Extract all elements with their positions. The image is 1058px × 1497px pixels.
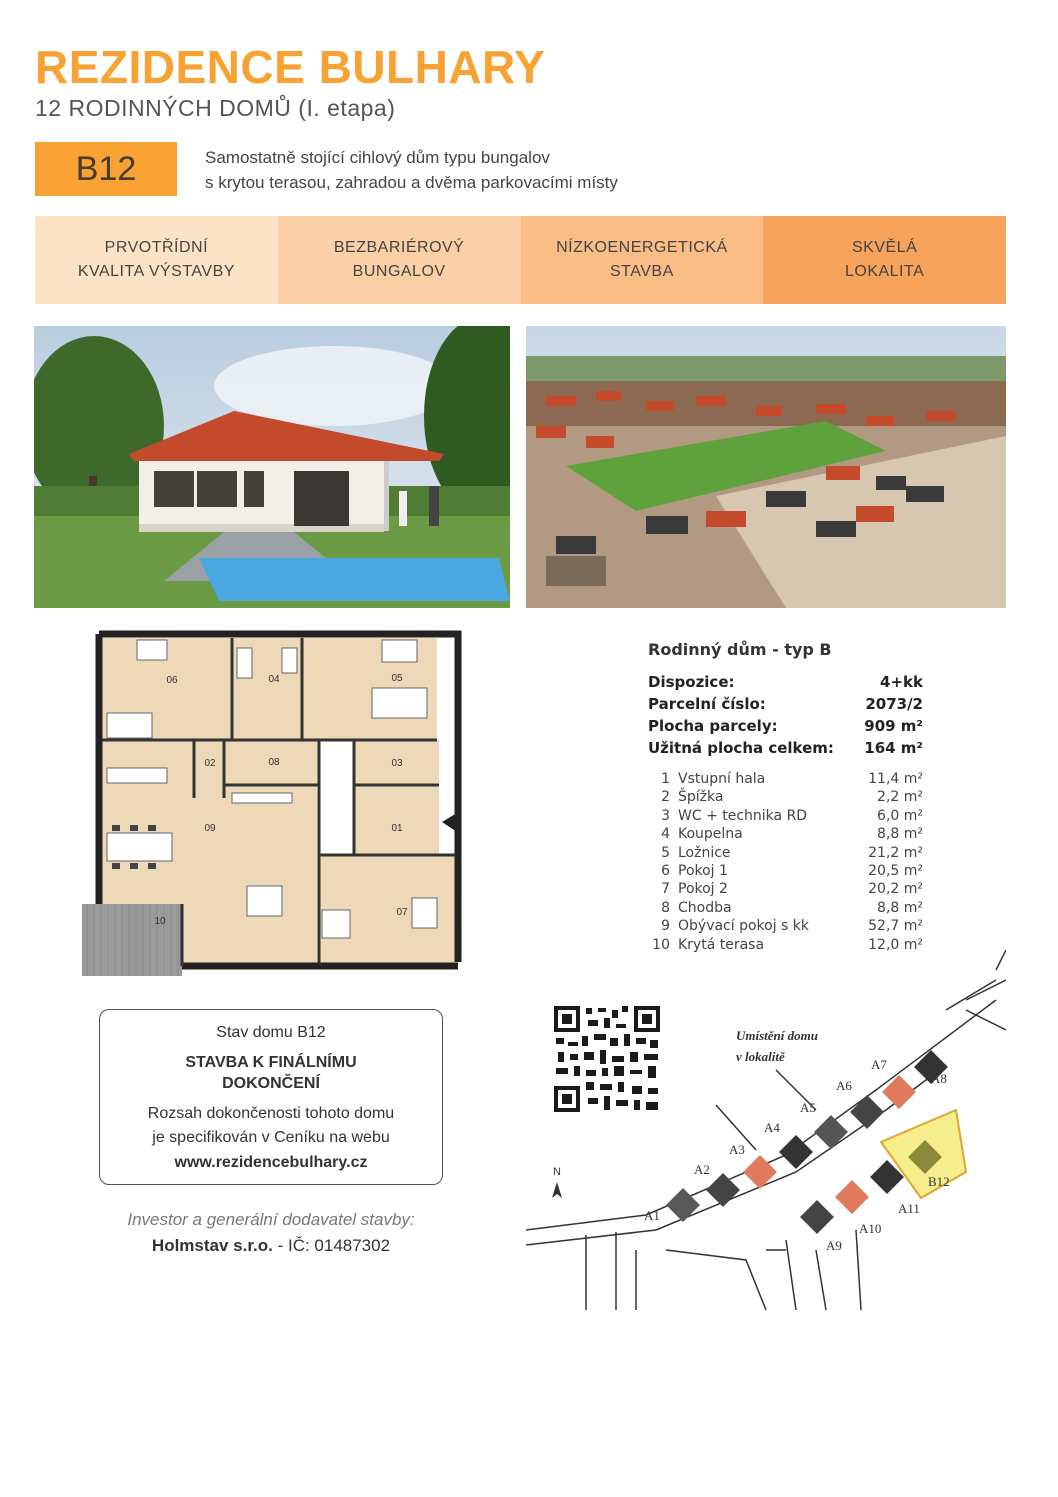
feature-barrier-free: BEZBARIÉROVÝ BUNGALOV (278, 216, 521, 304)
house-description (205, 145, 618, 195)
room-label: 07 (396, 907, 408, 918)
lot-label: A11 (898, 1201, 920, 1216)
list-item: 6 Pokoj 1 20,5 m² (661, 863, 923, 880)
map-title: v lokalitě (736, 1049, 785, 1064)
status-note: Rozsah dokončenosti tohoto domu je specifikován v Ceníku na webu (147, 1105, 395, 1146)
investor-info (99, 1207, 443, 1259)
investor-label: Investor a generální dodavatel stavby: (127, 1210, 415, 1229)
list-item: 2 Špížka 2,2 m² (661, 789, 923, 806)
page-title: REZIDENCE BULHARY (35, 41, 546, 93)
room-label: 08 (268, 757, 280, 768)
description-line: s krytou terasou, zahradou a dvěma parkovacími místy (205, 173, 618, 192)
house-info (648, 640, 923, 759)
list-item: 10 Krytá terasa 12,0 m² (652, 936, 923, 953)
lot-label: A3 (729, 1142, 745, 1157)
lot-label: A9 (826, 1238, 842, 1253)
room-label: 09 (204, 823, 216, 834)
room-label: 06 (166, 675, 178, 686)
info-row: Užitná plocha celkem: 164 m² (648, 739, 923, 757)
feature-low-energy: NÍZKOENERGETICKÁ STAVBA (521, 216, 764, 304)
room-label: 10 (154, 916, 166, 927)
feature-strip (35, 216, 1006, 304)
status-heading: Stav domu B12 (216, 1024, 326, 1041)
svg-text:N: N (553, 1166, 561, 1178)
list-item: 9 Obývací pokoj s kk 52,7 m² (661, 918, 923, 935)
lot-label: A1 (644, 1208, 660, 1223)
feature-quality: PRVOTŘÍDNÍ KVALITA VÝSTAVBY (35, 216, 278, 304)
house-render-photo (34, 326, 510, 608)
list-item: 4 Koupelna 8,8 m² (661, 826, 923, 843)
floor-plan (82, 628, 462, 984)
lot-label: A6 (836, 1078, 852, 1093)
room-label: 03 (391, 758, 403, 769)
info-row: Dispozice: 4+kk (648, 673, 923, 691)
north-arrow-icon (552, 1182, 562, 1198)
list-item: 5 Ložnice 21,2 m² (661, 844, 923, 861)
lot-label: A8 (931, 1071, 947, 1086)
aerial-photo (526, 326, 1006, 608)
investor-company: Holmstav s.r.o. - IČ: 01487302 (151, 1236, 391, 1255)
feature-location: SKVĚLÁ LOKALITA (763, 216, 1006, 304)
house-badge: B12 (35, 142, 177, 196)
list-item: 7 Pokoj 2 20,2 m² (661, 881, 923, 898)
lot-label: A7 (871, 1057, 887, 1072)
room-list (648, 770, 923, 954)
website-link[interactable]: www.rezidencebulhary.cz (174, 1154, 368, 1171)
list-item: 1 Vstupní hala 11,4 m² (661, 771, 923, 787)
site-map (526, 950, 1006, 1310)
map-title: Umístění domu (736, 1028, 818, 1043)
lot-label: A2 (694, 1162, 710, 1177)
room-label: 02 (204, 758, 216, 769)
list-item: 8 Chodba 8,8 m² (661, 899, 923, 916)
lot-label: B12 (928, 1174, 950, 1189)
house-type-title: Rodinný dům - typ B (648, 640, 832, 659)
info-row: Parcelní číslo: 2073/2 (648, 695, 923, 713)
room-label: 05 (391, 673, 403, 684)
lot-label: A5 (800, 1100, 816, 1115)
room-label: 04 (268, 674, 280, 685)
page-subtitle: 12 RODINNÝCH DOMŮ (I. etapa) (35, 95, 396, 121)
lot-label: A4 (764, 1120, 780, 1135)
lot-label: A10 (859, 1221, 882, 1236)
info-row: Plocha parcely: 909 m² (648, 717, 923, 735)
status-state: STAVBA K FINÁLNÍMU DOKONČENÍ (185, 1054, 357, 1092)
room-label: 01 (391, 823, 403, 834)
description-line: Samostatně stojící cihlový dům typu bungalov (205, 148, 550, 167)
list-item: 3 WC + technika RD 6,0 m² (661, 807, 923, 824)
status-box (99, 1009, 443, 1185)
